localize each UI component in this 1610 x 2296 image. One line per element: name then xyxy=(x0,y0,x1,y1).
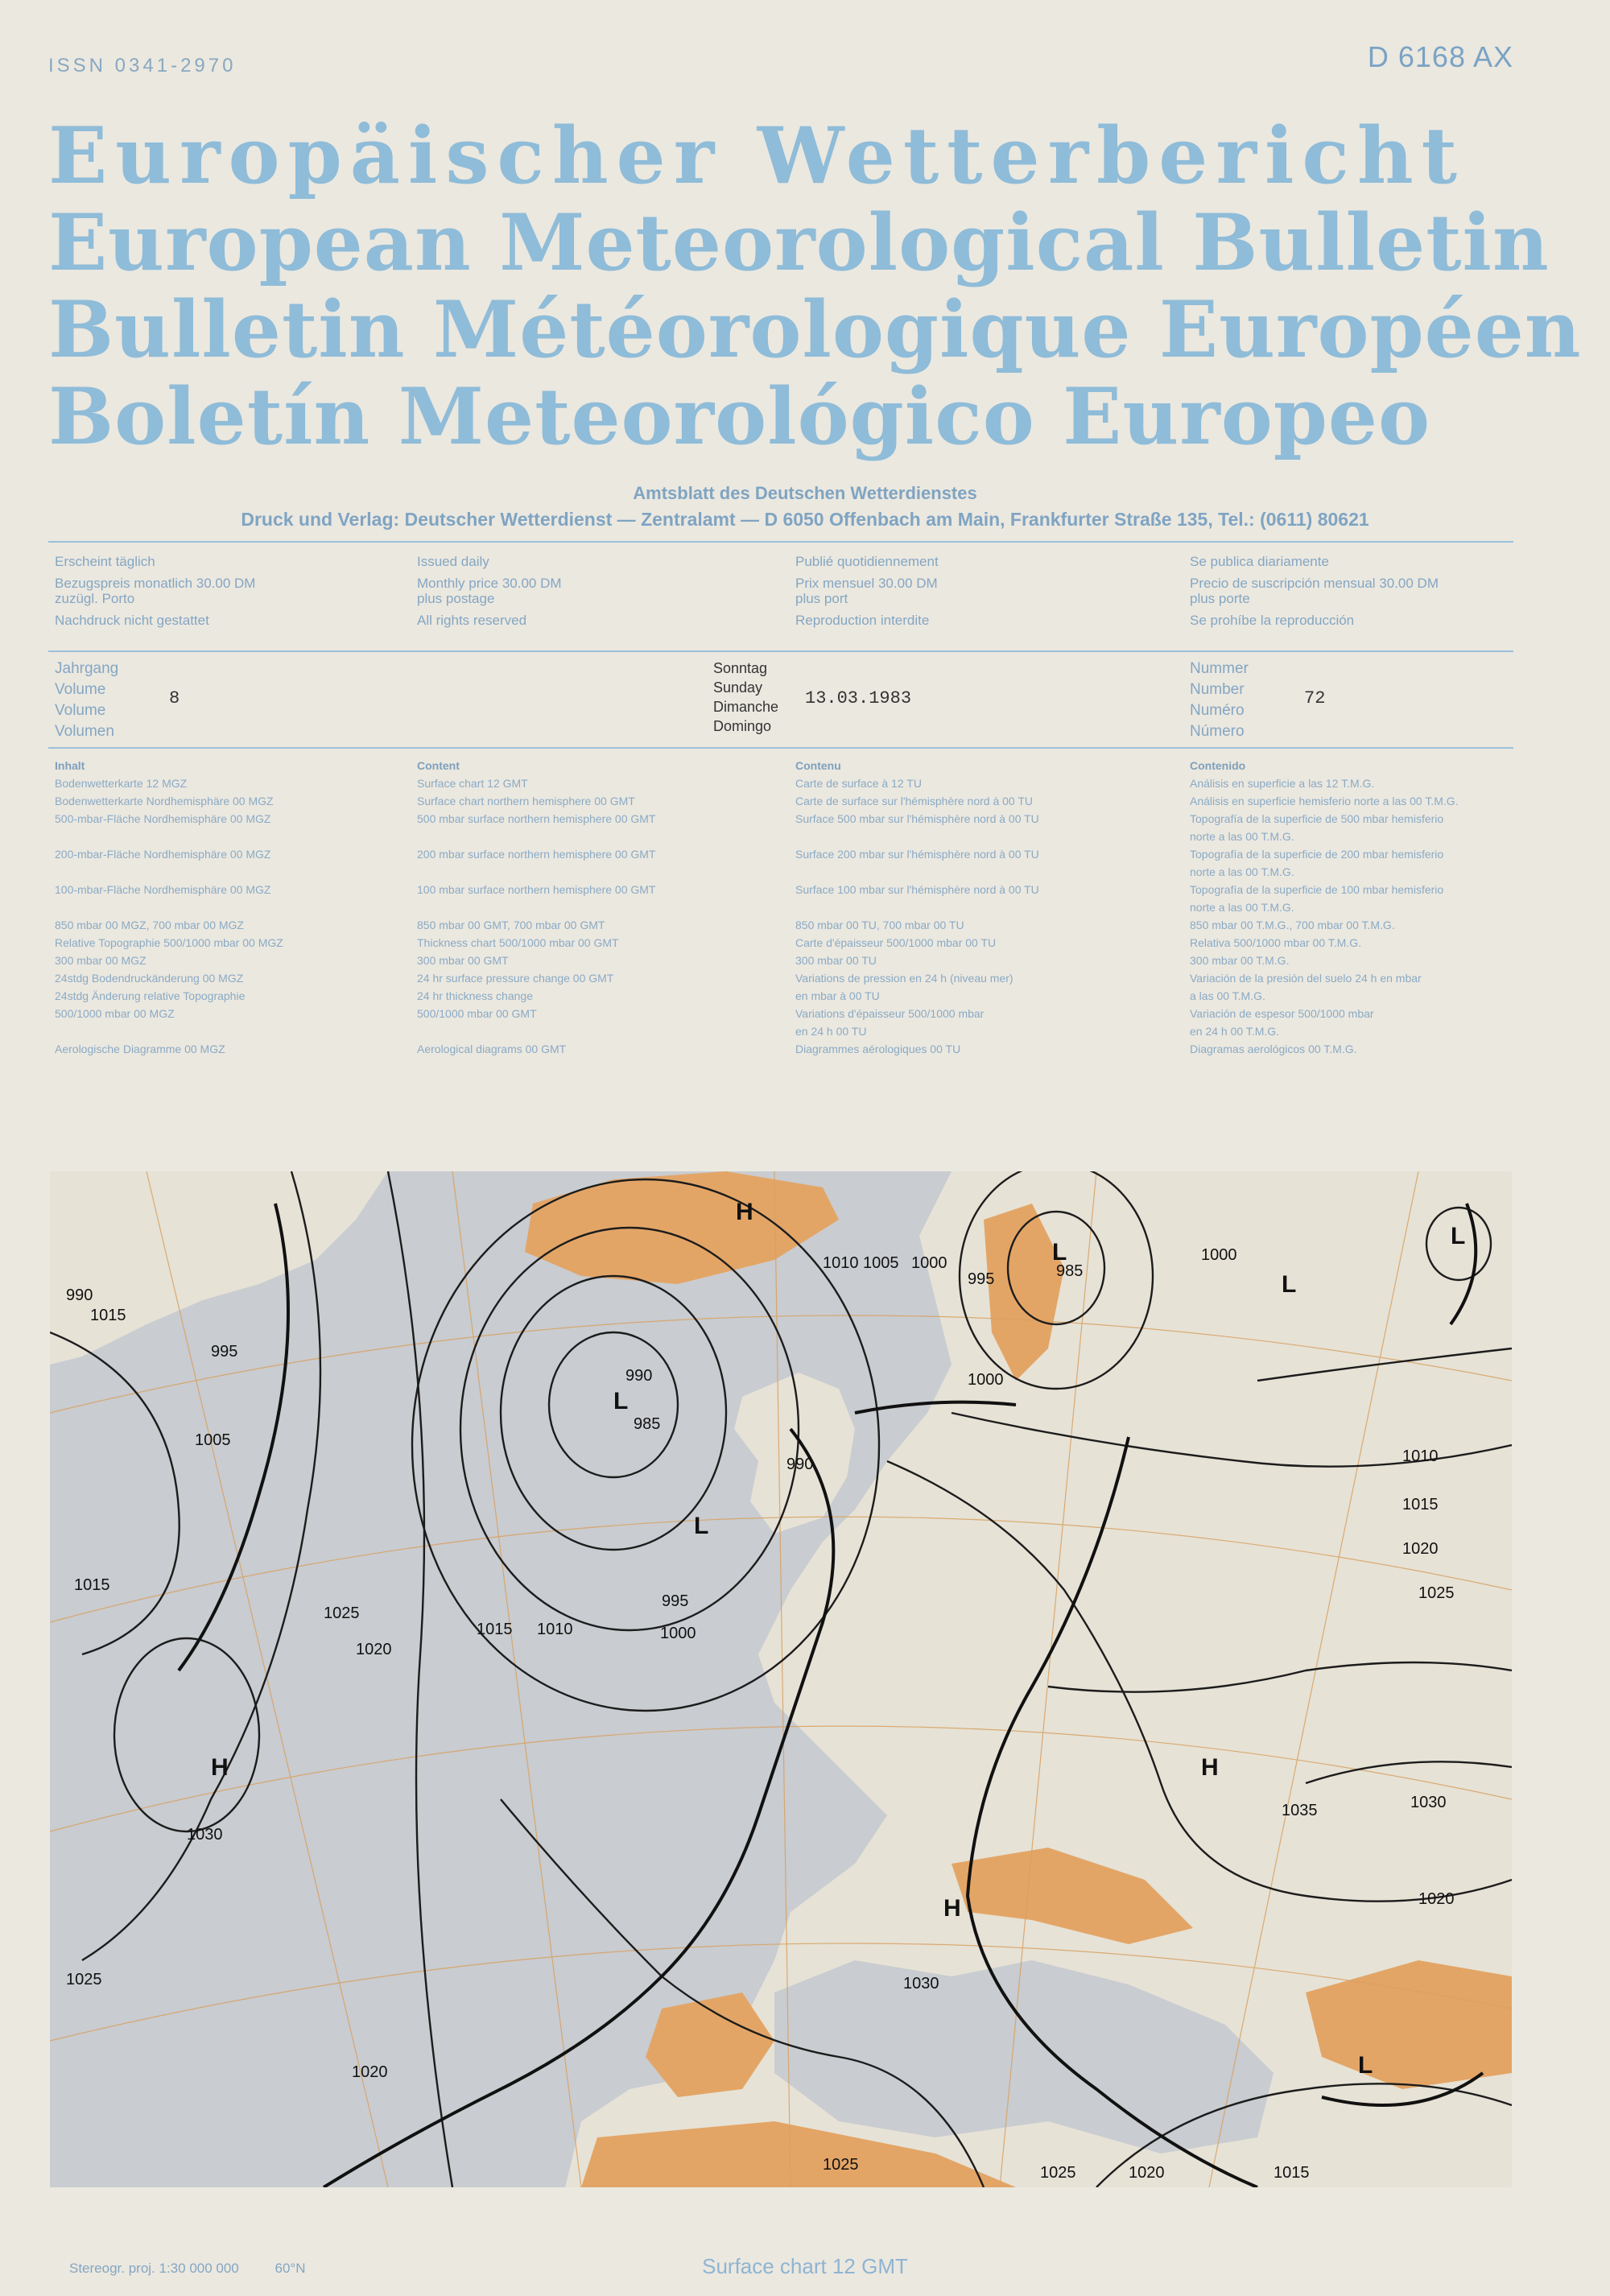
contents-item: Surface chart northern hemisphere 00 GMT xyxy=(417,795,635,807)
weekday-labels xyxy=(713,659,778,736)
contents-item: Diagramas aerológicos 00 T.M.G. xyxy=(1190,1043,1357,1055)
contents-item: Surface 100 mbar sur l'hémisphère nord à 00 TU xyxy=(795,883,1039,896)
contents-item: 500/1000 mbar 00 GMT xyxy=(417,1007,537,1020)
isobar-label: 995 xyxy=(211,1343,238,1361)
subscription-text: Monthly price 30.00 DM xyxy=(417,576,562,591)
low-pressure-center: L xyxy=(1451,1223,1466,1249)
volume-label: Volume xyxy=(55,702,106,719)
issn-number: ISSN 0341-2970 xyxy=(48,55,237,76)
subscription-text: zuzügl. Porto xyxy=(55,591,135,606)
contents-item: Relative Topographie 500/1000 mbar 00 MGZ xyxy=(55,936,283,949)
isobar-label: 1000 xyxy=(1201,1246,1237,1264)
subscription-text: Prix mensuel 30.00 DM xyxy=(795,576,938,591)
low-pressure-center: L xyxy=(1282,1271,1297,1298)
surface-weather-map xyxy=(50,1171,1512,2187)
contents-item: en 24 h 00 T.M.G. xyxy=(1190,1025,1280,1038)
isobar-label: 1025 xyxy=(823,2156,859,2174)
contents-item: Carte de surface à 12 TU xyxy=(795,777,922,790)
low-pressure-center: L xyxy=(694,1513,709,1539)
isobar-label: 1020 xyxy=(1402,1540,1439,1558)
contents-german xyxy=(55,757,393,1058)
contents-item: 850 mbar 00 GMT, 700 mbar 00 GMT xyxy=(417,919,605,931)
title-french: Bulletin Météorologique Européen xyxy=(48,284,1582,375)
subscription-text: Nachdruck nicht gestattet xyxy=(55,613,209,628)
isobar-label: 1010 xyxy=(823,1254,859,1272)
contents-item: 850 mbar 00 TU, 700 mbar 00 TU xyxy=(795,919,964,931)
contents-item: 100 mbar surface northern hemisphere 00 GMT xyxy=(417,883,656,896)
weekday-label: Sunday xyxy=(713,679,763,696)
projection-scale: Stereogr. proj. 1:30 000 000 xyxy=(69,2261,239,2276)
contents-item: Variación de espesor 500/1000 mbar xyxy=(1190,1007,1374,1020)
contents-item: 300 mbar 00 TU xyxy=(795,954,877,967)
contents-item: 500/1000 mbar 00 MGZ xyxy=(55,1007,175,1020)
number-labels xyxy=(1190,659,1249,742)
isobar-label: 985 xyxy=(1056,1262,1084,1280)
subscription-text: Publié quotidiennement xyxy=(795,554,939,569)
contents-item: Surface 500 mbar sur l'hémisphère nord à 00 TU xyxy=(795,812,1039,825)
subscription-text: plus port xyxy=(795,591,848,606)
contents-item: 24stdg Änderung relative Topographie xyxy=(55,989,246,1002)
contents-item xyxy=(55,828,393,845)
volume-labels xyxy=(55,659,118,742)
isobar-label: 990 xyxy=(786,1456,814,1473)
isobar-label: 1010 xyxy=(537,1621,573,1638)
isobar-label: 1030 xyxy=(187,1826,223,1844)
subscription-text: Precio de suscripción mensual 30.00 DM xyxy=(1190,576,1439,591)
isobar-label: 1010 xyxy=(1402,1447,1439,1465)
isobar-label: 985 xyxy=(634,1415,661,1433)
isobar-label: 990 xyxy=(66,1286,93,1304)
contents-heading: Contenido xyxy=(1190,759,1246,772)
contents-item: Análisis en superficie hemisferio norte a las 00 T.M.G. xyxy=(1190,795,1459,807)
contents-item: Variations d'épaisseur 500/1000 mbar xyxy=(795,1007,985,1020)
volume-value: 8 xyxy=(169,688,180,708)
subscription-french xyxy=(795,551,939,631)
contents-item xyxy=(795,828,1174,845)
contents-item: norte a las 00 T.M.G. xyxy=(1190,901,1294,914)
title-german: Europäischer Wetterbericht xyxy=(48,110,1465,201)
document-id: D 6168 AX xyxy=(1367,40,1513,73)
isobar-label: 1015 xyxy=(90,1307,126,1324)
isobar-label: 1000 xyxy=(660,1625,696,1642)
number-label: Numéro xyxy=(1190,702,1245,719)
contents-item: Aerologische Diagramme 00 MGZ xyxy=(55,1043,225,1055)
contents-item: Bodenwetterkarte Nordhemisphäre 00 MGZ xyxy=(55,795,274,807)
subscription-text: Bezugspreis monatlich 30.00 DM xyxy=(55,576,256,591)
isobar-label: 1015 xyxy=(1274,2164,1310,2182)
weekday-label: Sonntag xyxy=(713,660,768,676)
weekday-label: Domingo xyxy=(713,718,772,734)
publisher-address-line: Druck und Verlag: Deutscher Wetterdienst — Zentralamt — D 6050 Offenbach am Main, Frankfurter Straße 135, Tel.: (0611) 80621 xyxy=(241,509,1369,530)
contents-list xyxy=(1190,774,1528,1058)
high-pressure-center: H xyxy=(211,1754,229,1781)
subscription-text: Reproduction interdite xyxy=(795,613,930,628)
isobar-label: 1020 xyxy=(352,2063,388,2081)
contents-list xyxy=(795,774,1174,1058)
divider xyxy=(48,747,1513,749)
isobar-label: 1030 xyxy=(1410,1794,1447,1811)
contents-item xyxy=(417,1022,779,1040)
contents-list xyxy=(55,774,393,1058)
contents-item: 200 mbar surface northern hemisphere 00 GMT xyxy=(417,848,656,861)
contents-english xyxy=(417,757,779,1058)
contents-item: 24 hr surface pressure change 00 GMT xyxy=(417,972,614,985)
contents-item: Topografía de la superficie de 500 mbar hemisferio xyxy=(1190,812,1444,825)
contents-item: Variación de la presión del suelo 24 h en mbar xyxy=(1190,972,1422,985)
contents-item: en 24 h 00 TU xyxy=(795,1025,867,1038)
volume-label: Jahrgang xyxy=(55,660,119,677)
contents-item: Thickness chart 500/1000 mbar 00 GMT xyxy=(417,936,619,949)
contents-item: 300 mbar 00 GMT xyxy=(417,954,509,967)
contents-item: Variations de pression en 24 h (niveau mer) xyxy=(795,972,1013,985)
contents-item: 850 mbar 00 T.M.G., 700 mbar 00 T.M.G. xyxy=(1190,919,1395,931)
isobar-label: 1025 xyxy=(66,1971,102,1988)
contents-item: Diagrammes aérologiques 00 TU xyxy=(795,1043,961,1055)
high-pressure-center: H xyxy=(1201,1754,1219,1781)
high-pressure-center: H xyxy=(736,1199,753,1225)
weekday-label: Dimanche xyxy=(713,699,779,715)
subscription-text: Erscheint täglich xyxy=(55,554,155,569)
isobar-label: 1025 xyxy=(324,1604,360,1622)
contents-item xyxy=(795,863,1174,881)
contents-item: Topografía de la superficie de 200 mbar hemisferio xyxy=(1190,848,1444,861)
contents-item: norte a las 00 T.M.G. xyxy=(1190,830,1294,843)
divider xyxy=(48,541,1513,543)
subscription-english xyxy=(417,551,562,631)
subscription-text: plus porte xyxy=(1190,591,1250,606)
contents-french xyxy=(795,757,1174,1058)
isobar-label: 1020 xyxy=(1129,2164,1165,2182)
map-caption: Surface chart 12 GMT xyxy=(702,2254,908,2278)
isobar-label: 1015 xyxy=(1402,1496,1439,1513)
subscription-text: plus postage xyxy=(417,591,495,606)
contents-item: Análisis en superficie a las 12 T.M.G. xyxy=(1190,777,1375,790)
contents-item: 100-mbar-Fläche Nordhemisphäre 00 MGZ xyxy=(55,883,271,896)
contents-item: 200-mbar-Fläche Nordhemisphäre 00 MGZ xyxy=(55,848,271,861)
isobar-label: 995 xyxy=(968,1270,995,1288)
number-label: Number xyxy=(1190,681,1245,698)
contents-heading: Inhalt xyxy=(55,759,85,772)
contents-item xyxy=(795,898,1174,916)
contents-item: Relativa 500/1000 mbar 00 T.M.G. xyxy=(1190,936,1361,949)
divider xyxy=(48,650,1513,652)
contents-item: 300 mbar 00 MGZ xyxy=(55,954,147,967)
isobar-label: 1035 xyxy=(1282,1802,1318,1819)
subscription-text: Se publica diariamente xyxy=(1190,554,1329,569)
title-spanish: Boletín Meteorológico Europeo xyxy=(48,371,1430,462)
publisher-official-line: Amtsblatt des Deutschen Wetterdienstes xyxy=(633,483,977,503)
isobar-label: 1025 xyxy=(1418,1584,1455,1602)
number-label: Número xyxy=(1190,723,1245,740)
contents-item xyxy=(417,828,779,845)
contents-item: 300 mbar 00 T.M.G. xyxy=(1190,954,1290,967)
high-pressure-center: H xyxy=(943,1895,961,1922)
low-pressure-center: L xyxy=(1358,2052,1373,2079)
contents-item: norte a las 00 T.M.G. xyxy=(1190,865,1294,878)
contents-item: 500-mbar-Fläche Nordhemisphäre 00 MGZ xyxy=(55,812,271,825)
isobar-label: 1015 xyxy=(477,1621,513,1638)
isobar-label: 1000 xyxy=(911,1254,947,1272)
isobar-label: 1025 xyxy=(1040,2164,1076,2182)
contents-spanish xyxy=(1190,757,1528,1058)
bulletin-titles xyxy=(48,110,1582,462)
subscription-text: Issued daily xyxy=(417,554,489,569)
isobar-label: 1020 xyxy=(1418,1890,1455,1908)
isobar-label: 1005 xyxy=(195,1431,231,1449)
low-pressure-center: L xyxy=(1052,1239,1067,1266)
contents-item: Carte de surface sur l'hémisphère nord à 00 TU xyxy=(795,795,1034,807)
isobar-label: 1005 xyxy=(863,1254,899,1272)
subscription-text: All rights reserved xyxy=(417,613,527,628)
map-canvas xyxy=(50,1171,1512,2187)
issue-date: 13.03.1983 xyxy=(805,688,912,708)
contents-item: 24 hr thickness change xyxy=(417,989,533,1002)
volume-label: Volume xyxy=(55,681,106,698)
title-english: European Meteorological Bulletin xyxy=(48,197,1550,288)
contents-item: Surface 200 mbar sur l'hémisphère nord à 00 TU xyxy=(795,848,1039,861)
contents-item: 850 mbar 00 MGZ, 700 mbar 00 MGZ xyxy=(55,919,244,931)
subscription-text: Se prohíbe la reproducción xyxy=(1190,613,1355,628)
contents-item xyxy=(417,863,779,881)
contents-item: 24stdg Bodendruckänderung 00 MGZ xyxy=(55,972,244,985)
subscription-german xyxy=(55,551,255,631)
subscription-spanish xyxy=(1190,551,1439,631)
contents-heading: Contenu xyxy=(795,759,841,772)
contents-item xyxy=(417,898,779,916)
number-label: Nummer xyxy=(1190,660,1249,677)
contents-item xyxy=(55,863,393,881)
volume-label: Volumen xyxy=(55,723,114,740)
contents-item: Topografía de la superficie de 100 mbar hemisferio xyxy=(1190,883,1444,896)
contents-item: 500 mbar surface northern hemisphere 00 GMT xyxy=(417,812,656,825)
contents-item: Carte d'épaisseur 500/1000 mbar 00 TU xyxy=(795,936,997,949)
contents-item: Surface chart 12 GMT xyxy=(417,777,528,790)
latitude-reference: 60°N xyxy=(275,2261,306,2276)
isobar-label: 990 xyxy=(625,1367,653,1385)
isobar-label: 1015 xyxy=(74,1576,110,1594)
low-pressure-center: L xyxy=(613,1388,629,1414)
contents-item: a las 00 T.M.G. xyxy=(1190,989,1265,1002)
issue-number: 72 xyxy=(1304,688,1326,708)
contents-heading: Content xyxy=(417,759,460,772)
contents-item xyxy=(55,898,393,916)
isobar-label: 1020 xyxy=(356,1641,392,1658)
isobar-label: 995 xyxy=(662,1592,689,1610)
contents-item: Bodenwetterkarte 12 MGZ xyxy=(55,777,188,790)
contents-list xyxy=(417,774,779,1058)
isobar-label: 1030 xyxy=(903,1975,939,1992)
contents-item xyxy=(55,1022,393,1040)
contents-item: Aerological diagrams 00 GMT xyxy=(417,1043,567,1055)
contents-item: en mbar à 00 TU xyxy=(795,989,880,1002)
isobar-label: 1000 xyxy=(968,1371,1004,1389)
